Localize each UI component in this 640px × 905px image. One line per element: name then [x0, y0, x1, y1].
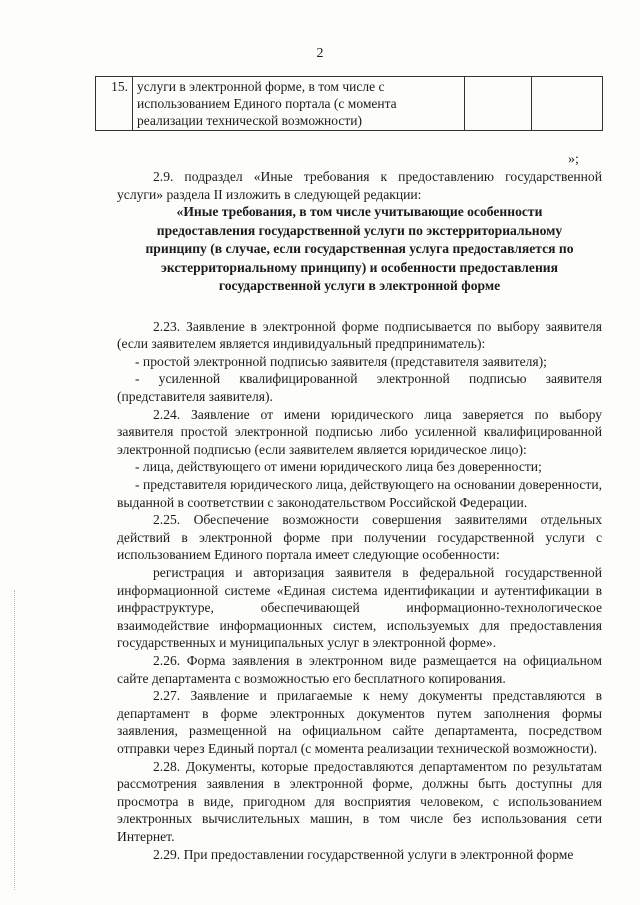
paragraph: - усиленной квалифицированной электронной подписью заявителя (представителя заявителя).: [117, 371, 602, 405]
continuation-table: [95, 76, 603, 131]
row-text-cell: услуги в электронной форме, в том числе с использованием Единого портала (с момента реализации технической возможности): [133, 77, 465, 131]
intro-paragraph: 2.9. подраздел «Иные требования к предоставлению государственной услуги» раздела II изложить в следующей редакции:: [117, 169, 602, 202]
paragraph: регистрация и авторизация заявителя в федеральной государственной информационной системе «Единая система идентификации и аутентификации в инфраструктуре, обеспечивающей информационно-технологическое взаимодействие информационных систем, используемых для предоставления государственных и муниципальных услуг в электронной форме».: [117, 565, 602, 651]
scan-margin-marks: [14, 590, 21, 890]
paragraph: 2.26. Форма заявления в электронном виде размещается на официальном сайте департамента с возможностью его бесплатного копирования.: [117, 652, 602, 686]
paragraph: 2.23. Заявление в электронной форме подписывается по выбору заявителя (если заявителем является индивидуальный предприниматель):: [117, 318, 602, 352]
paragraph: - лица, действующего от имени юридического лица без доверенности;: [135, 459, 542, 475]
paragraph: 2.25. Обеспечение возможности совершения заявителями отдельных действий в электронной форме при получении государственной услуги с использованием Единого портала имеет следующие особенности:: [117, 512, 602, 563]
section-heading: «Иные требования, в том числе учитывающие особенности предоставления государственной услуги по экстерриториальному принципу (в случае, если государственная услуга предоставляется по экстерриториальному принципу) и особенности предоставления государственной услуги в электронной форме: [145, 204, 574, 294]
paragraph: 2.28. Документы, которые предоставляются департаментом по результатам рассмотрения заявления в электронной форме, должны быть доступны для просмотра в виде, пригодном для восприятия человеком, с использованием электронных вычислительных машин, в том числе без использования сети Интернет.: [117, 758, 602, 844]
document-body: [117, 150, 602, 863]
table-row: [96, 77, 603, 131]
paragraph: 2.29. При предоставлении государственной услуги в электронной форме: [153, 846, 574, 862]
paragraph: 2.27. Заявление и прилагаемые к нему документы представляются в департамент в форме электронных документов путем заполнения формы заявления, размещенной на официальном сайте департамента, посредством отправки через Единый портал (с момента реализации технической возможности).: [117, 688, 602, 756]
paragraph: - простой электронной подписью заявителя (представителя заявителя);: [135, 353, 547, 369]
row-empty-cell: [532, 77, 603, 131]
row-empty-cell: [465, 77, 532, 131]
closing-quote-mark: »;: [568, 152, 579, 167]
paragraph-list: [117, 318, 602, 863]
row-number-cell: 15.: [96, 77, 133, 131]
page-number: 2: [316, 46, 324, 61]
paragraph: - представителя юридического лица, действующего на основании доверенности, выданной в соответствии с законодательством Российской Федерации.: [117, 477, 602, 510]
paragraph: 2.24. Заявление от имени юридического лица заверяется по выбору заявителя простой электронной подписью либо усиленной квалифицированной электронной подписью (если заявителем является юридическое лицо):: [117, 406, 602, 457]
